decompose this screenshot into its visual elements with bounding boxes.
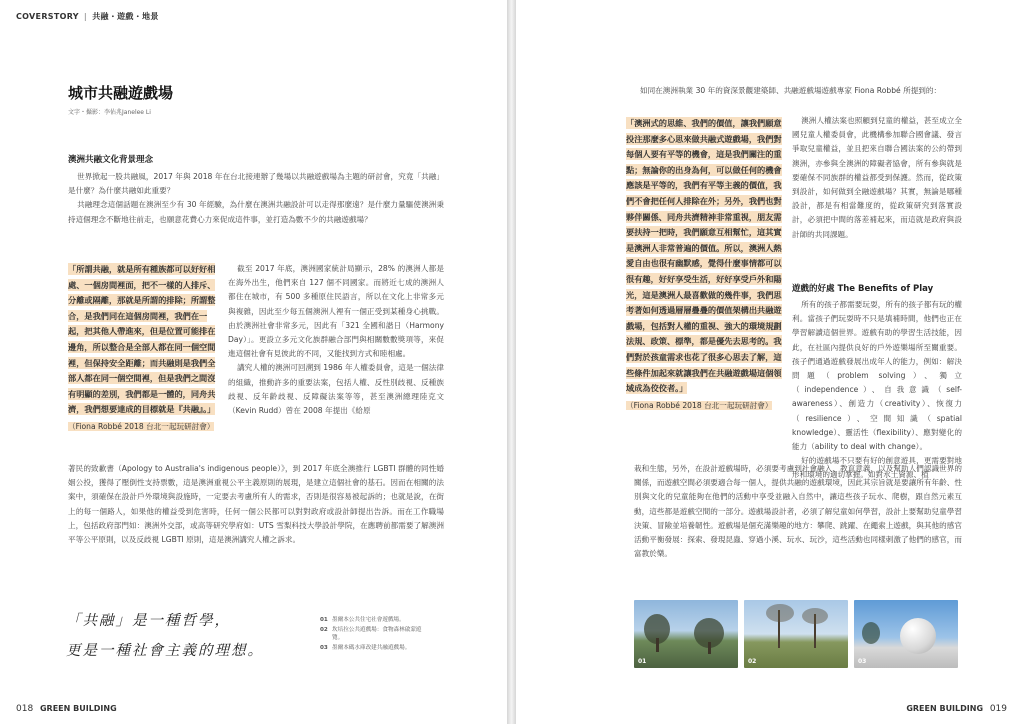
intro-paragraph: 共融理念這個話題在澳洲至少有 30 年經驗，為什麼在澳洲共融設計可以走得那麼遠？是什麼力量驅使澳洲秉持這個理念不斷地往前走，也願意花費心力來促成這件事，並打造為數不少的共融遊戲場？ — [68, 200, 444, 224]
caption-text: 墨爾本公共住宅社會遊戲場。 — [332, 617, 405, 623]
photo-number: 01 — [638, 658, 647, 665]
section-heading: 澳洲共融文化背景理念 — [68, 155, 154, 165]
caption-item — [320, 626, 430, 642]
pull-quote — [68, 262, 218, 435]
right-intro — [640, 84, 980, 98]
handwritten-line: 「共融」是一種哲學， — [66, 613, 231, 629]
caption-item — [320, 644, 430, 652]
pull-quote-source: （Fiona Robbé 2018 台北一起玩研討會） — [68, 421, 215, 431]
body-paragraph: 澳洲人權法案也照顧到兒童的權益，甚至成立全國兒童人權委員會，此機構參加聯合國會議、發言爭取兒童權益，並且把來自聯合國法案的公約帶到澳洲，亦參與全澳洲的障礙者協會，所有參與就是要確保不同族群的權益都受到保護。然而，從政策到設計，如何做到全融遊戲場？其實，無論是哪種設計，都是有相當難度的，從政策研究到落實設計，必須把中間的落差補起來，而這就是政府與設計師的共同課題。 — [792, 116, 962, 239]
header-separator: | — [83, 12, 88, 21]
body-paragraph: 截至 2017 年底，澳洲國家統計局顯示，28% 的澳洲人都是在海外出生，他們來自 127 個不同國家。而將近七成的澳洲人都住在城市，有 500 多種原住民語言，所以在文化上非常多元與複雜，因此至少每五個澳洲人裡有一個正受到某種身心挑戰。由於澳洲社會非常多元，因此有「321 全國和諧日（Harmony Day）」。更設立多元文化族群融合部門與相關數數獎項等，來促進這個社會有見彼此的不同，又能找到方式和睦相處。 — [228, 264, 444, 359]
body-column — [228, 262, 444, 418]
playground-photo — [854, 600, 958, 668]
intro-paragraph: 如同在澳洲執業 30 年的資深景觀建築師、共融遊戲場遊戲專家 Fiona Robbé 所提到的： — [640, 86, 942, 95]
pull-quote — [626, 116, 782, 413]
topic-label: 共融・遊戲・地景 — [92, 12, 159, 21]
handwritten-line: 更是一種社會主義的理想。 — [66, 643, 264, 659]
body-paragraph: 所有的孩子都需要玩耍，所有的孩子都有玩的權利。當孩子們玩耍時不只是填補時間，他們也正在學習解讀這個世界。遊戲有助的學習生活技能，因此，在社區內提供良好的戶外遊樂場所至關重要。孩子們通過遊戲發展出成年人的能力，例如：解決問題（problem solving）、獨立（independence）、自我意識（self-awareness）、創造力（creativity）、恢復力（resilience）、空間知識（spatial knowledge）、靈活性（flexibility）、應對變化的能力（ability to deal with change）。 — [792, 300, 962, 452]
magazine-name: GREEN BUILDING — [906, 704, 984, 713]
body-paragraph: 著民的致歉書（Apology to Australia's indigenous people）》，到 2017 年底全澳推行 LGBTI 群體的同性婚姻公投，獲得了壓倒性支持票數，這是澳洲重視公平主義原則的展現，是建立這個社會的基石。因而在相關的法案中，須確保在設計戶外環境與設施時，一定要去考慮所有人的需求，否則是很容易被起訴的；也就是說，在街上的每一個路人，如果他的權益受到危害時，任何一個公民都可以對對政府或設計師提出告訴。而在工作職場上，包括政府部門如：澳洲外交部，或高等研究學府如：UTS 雪梨科技大學設計學院，在應聘前都需要了解澳洲平等公平原則，以及反歧視 LGBTI 原則，這是澳洲講究人權之訴求。 — [68, 464, 444, 545]
byline: 文字・攝影：李佑兆Janelee Li — [68, 109, 151, 116]
caption-number: 01 — [320, 617, 328, 623]
page-number: 018 — [16, 704, 34, 714]
article-title: 城市共融遊戲場 — [68, 84, 174, 102]
body-text-bottom — [68, 462, 444, 547]
right-page — [516, 0, 1023, 724]
body-paragraph: 講究人權的澳洲可回溯到 1986 年人權委員會，這是一個法律的組織，推動許多的重要法案，包括人權、反性別歧視、反種族歧視、反年齡歧視、反障礙法案等等，甚至澳洲總理陸克文（Kevin Rudd）曾在 2008 年提出《給原 — [228, 363, 444, 416]
body-column — [792, 114, 962, 242]
handwritten-quote — [66, 606, 264, 666]
playground-photo — [634, 600, 738, 668]
book-spine — [507, 0, 516, 724]
caption-text: 墨爾本碼水庫改建共融遊戲場。 — [332, 645, 411, 651]
section-heading: 遊戲的好處 The Benefits of Play — [792, 284, 934, 294]
caption-text: 坎培拉公共遊戲場：食物森林啟蒙遊覽。 — [332, 627, 422, 641]
section-label: COVERSTORY — [16, 12, 79, 21]
playground-photo — [744, 600, 848, 668]
intro-text — [68, 170, 444, 227]
photo-captions — [320, 616, 430, 654]
body-column — [792, 298, 962, 483]
magazine-name: GREEN BUILDING — [39, 704, 117, 713]
page-number: 019 — [989, 704, 1007, 714]
left-page — [0, 0, 507, 724]
pull-quote-text: 「所謂共融，就是所有種族都可以好好相處、一個房間裡面，把不一樣的人排斥、分離或隔離，那就是所謂的排除；所謂整合，是我們同在這個房間裡，我們在一起，把其他人帶進來，但是位置可能排在邊角，所以整合是全部人都在同一個空間裡，但保持安全距離；而共融則是我們全部人都在同一個空間裡，但是我們之間沒有明顯的差別，我們都是一體的，同舟共濟，我們想要達成的目標就是『共融』。」 — [68, 264, 216, 415]
body-paragraph: 好的遊戲場不只要有好的創意遊具，更需要對地形和環境的適切掌握。如對水土資源、植 — [792, 456, 962, 480]
left-footer — [12, 704, 117, 714]
body-text-bottom — [634, 462, 962, 561]
body-paragraph: 栽和生態，另外，在設計遊戲場時，必須要考慮到社會融入、教育意義，以及幫助人們認識世界的關係，而遊戲空間必須要適合每一個人，提供共融的遊戲環境，因此其宗旨就是要讓所有年齡、性別與文化的兒童能夠在他們的活動中享受並融入自然中，讓這些孩子玩水、爬樹，跟自然元素互動，這些都是遊戲空間的一部分。遊戲場設計者，必須了解兒童如何學習，設計上要幫助兒童學習決策、冒險並培養韌性。遊戲場是個充滿樂趣的地方：攀爬、跳躍、在繩索上遊戲，與其他的感官活動平衡發展：探索、發現昆蟲、穿過小溪、玩水、玩沙，這些活動也同樣刺激了他們的感官，而富教於樂。 — [634, 464, 962, 559]
pull-quote-text: 「澳洲式的思維、我們的價值，讓我們願意投注那麼多心思來做共融式遊戲場，我們對每個人要有平等的機會，這是我們關注的重點；無論你的出身為何，可以做任何的機會應該是平等的，我們有平等主義的價值，我們不會把任何人排除在外；另外，我們也對夥伴關係、同舟共濟精神非常重視，朋友需要扶持一把時，我們願意互相幫忙，這其實是澳洲人非常普遍的價值。所以，澳洲人熱愛自由也很有幽默感，覺得什麼事情都可以很有趣，好好享受生活，好好享受戶外和陽光，這是澳洲人最喜歡做的幾件事，我們思考著如何透過層層疊疊的價值架構出共融遊戲場，包括對人權的重視、強大的環境規劃法規、政策、標準，都是優先去思考的。我們對於孩童需求也花了很多心思去了解，這些條件加起來就讓我們在共融遊戲場這個領域成為佼佼者。」 — [626, 118, 782, 394]
caption-number: 03 — [320, 645, 328, 651]
intro-paragraph: 世界掀起一股共融風，2017 年與 2018 年在台北接連辦了幾場以共融遊戲場為主題的研討會，究竟「共融」是什麼？為什麼共融如此重要？ — [68, 172, 444, 196]
caption-number: 02 — [320, 627, 328, 633]
caption-item — [320, 616, 430, 624]
photo-number: 02 — [748, 658, 757, 665]
page-header — [16, 11, 159, 22]
photo-number: 03 — [858, 658, 867, 665]
right-footer — [906, 704, 1011, 714]
pull-quote-source: （Fiona Robbé 2018 台北一起玩研討會） — [626, 400, 773, 410]
